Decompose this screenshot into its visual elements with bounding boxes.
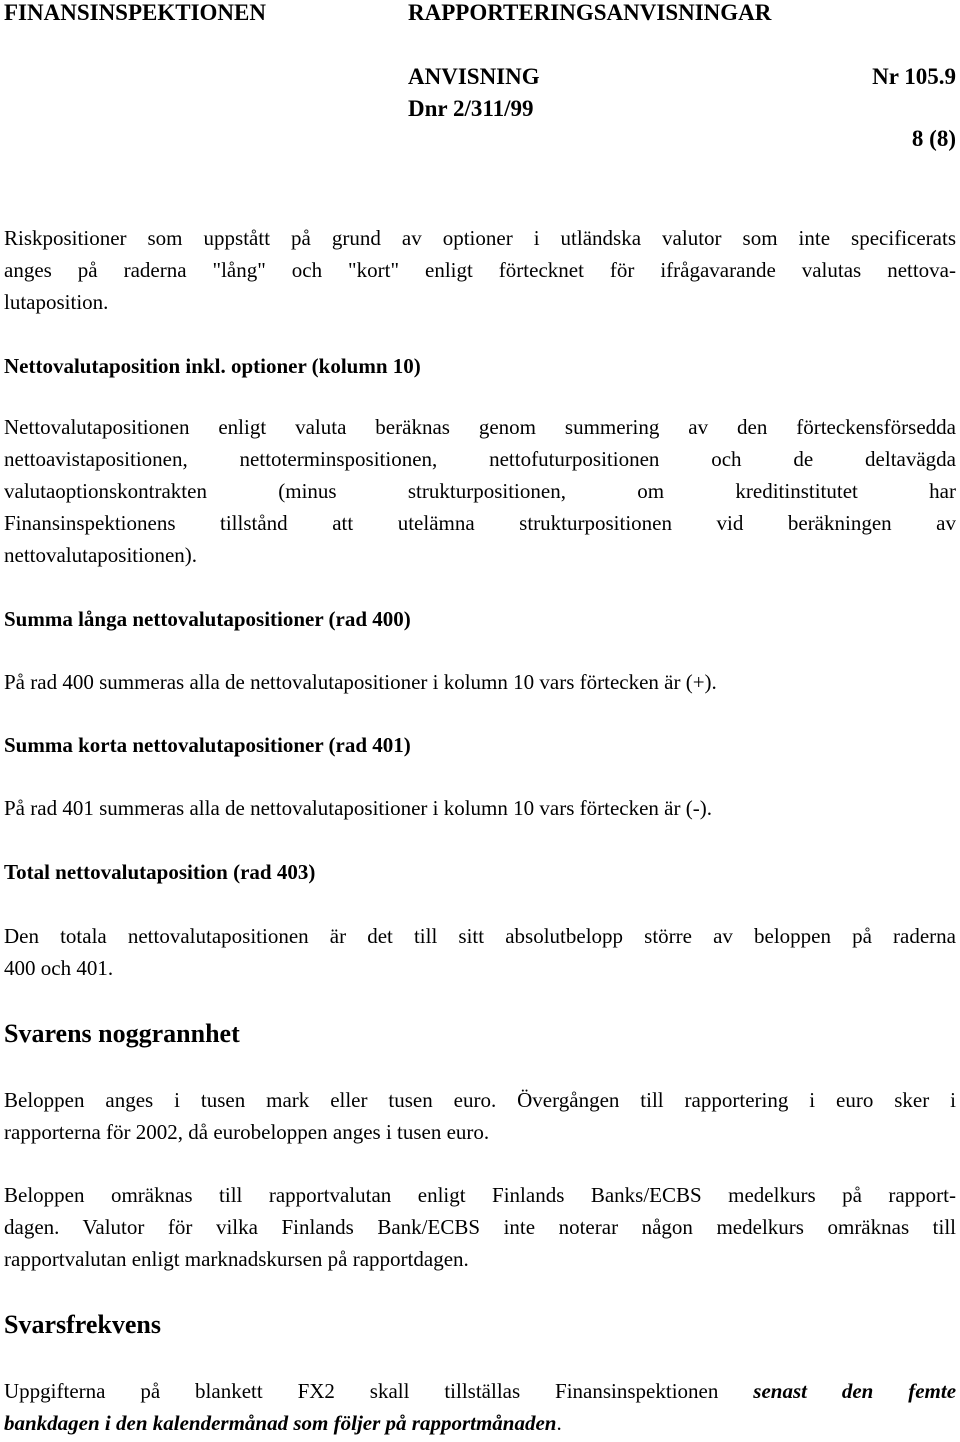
section-heading-frequency: Svarsfrekvens [4, 1310, 161, 1339]
frequency-period: . [556, 1411, 562, 1435]
text-line: På rad 400 summeras alla de nettovalutapositioner i kolumn 10 vars förtecken är (+). [4, 670, 717, 694]
header-series: RAPPORTERINGSANVISNINGAR [408, 0, 772, 25]
total-paragraph [4, 920, 956, 984]
section-heading-total: Total nettovalutaposition (rad 403) [4, 860, 316, 884]
frequency-emphasis: senast den femte [753, 1379, 957, 1403]
header-org: FINANSINSPEKTIONEN [4, 0, 266, 25]
text-line: Beloppen anges i tusen mark eller tusen euro. Övergången till rapportering i euro sker i [4, 1088, 956, 1112]
section-heading-short: Summa korta nettovalutapositioner (rad 401) [4, 733, 411, 757]
long-paragraph [4, 666, 956, 698]
header-doc-number: Nr 105.9 [872, 64, 956, 89]
netto-paragraph [4, 411, 956, 571]
short-paragraph [4, 792, 956, 824]
header-dnr: Dnr 2/311/99 [408, 96, 534, 121]
text-line: Den totala nettovalutapositionen är det till sitt absolutbelopp större av beloppen på raderna [4, 924, 956, 948]
section-heading-accuracy: Svarens noggrannhet [4, 1019, 240, 1048]
header-page-number: 8 (8) [911, 126, 956, 151]
text-line: Riskpositioner som uppstått på grund av optioner i utländska valutor som inte specificerats [4, 226, 956, 250]
text-line: Finansinspektionens tillstånd att utelämna strukturpositionen vid beräkningen av [4, 511, 956, 535]
text-line: dagen. Valutor för vilka Finlands Bank/ECBS inte noterar någon medelkurs omräknas till [4, 1215, 956, 1239]
accuracy-paragraph-2 [4, 1179, 956, 1275]
text-line [4, 1375, 956, 1407]
text-line: nettovalutapositionen). [4, 543, 198, 567]
frequency-text: Uppgifterna på blankett FX2 skall tillställas Finansinspektionen [4, 1379, 719, 1403]
frequency-emphasis: bankdagen i den kalendermånad som följer på rapportmånaden [4, 1411, 557, 1435]
intro-paragraph [4, 222, 956, 318]
text-line: lutaposition. [4, 290, 109, 314]
text-line: valutaoptionskontrakten (minus strukturpositionen, om kreditinstitutet har [4, 479, 956, 503]
header-doc-type: ANVISNING [408, 64, 540, 89]
text-line: nettoavistapositionen, nettoterminspositionen, nettofuturpositionen och de deltavägda [4, 447, 956, 471]
text-line [4, 1407, 956, 1439]
text-line: rapporterna för 2002, då eurobeloppen anges i tusen euro. [4, 1120, 490, 1144]
text-line: Nettovalutapositionen enligt valuta beräknas genom summering av den förteckensförsedda [4, 415, 956, 439]
text-line: På rad 401 summeras alla de nettovalutapositioner i kolumn 10 vars förtecken är (-). [4, 796, 712, 820]
accuracy-paragraph-1 [4, 1084, 956, 1148]
frequency-paragraph [4, 1375, 956, 1439]
text-line: Beloppen omräknas till rapportvalutan enligt Finlands Banks/ECBS medelkurs på rapport- [4, 1183, 956, 1207]
section-heading-netto: Nettovalutaposition inkl. optioner (kolumn 10) [4, 354, 421, 378]
section-heading-long: Summa långa nettovalutapositioner (rad 400) [4, 607, 411, 631]
text-line: 400 och 401. [4, 956, 114, 980]
text-line: rapportvalutan enligt marknadskursen på rapportdagen. [4, 1247, 469, 1271]
text-line: anges på raderna "lång" och "kort" enligt förtecknet för ifrågavarande valutas nettova- [4, 258, 956, 282]
